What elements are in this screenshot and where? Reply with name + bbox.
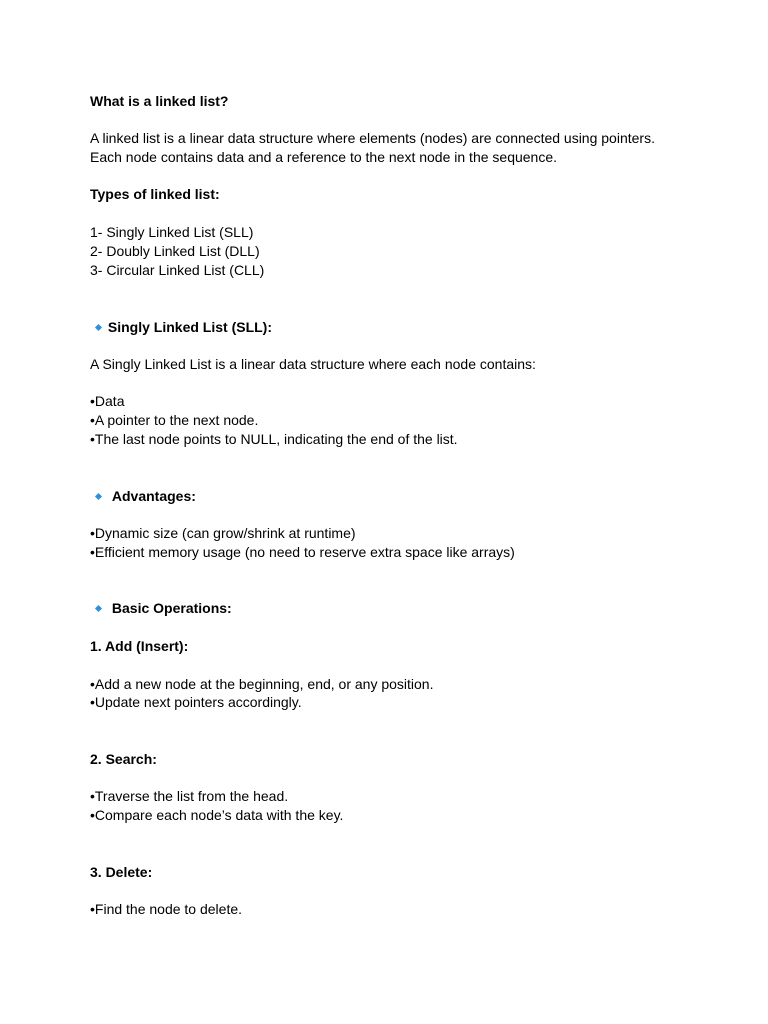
- search-point: •Compare each node’s data with the key.: [90, 807, 344, 823]
- blue-diamond-icon: [95, 493, 102, 500]
- add-point: •Update next pointers accordingly.: [90, 694, 302, 710]
- heading-sll-text: Singly Linked List (SLL):: [107, 319, 273, 335]
- add-point: •Add a new node at the beginning, end, or any position.: [90, 676, 434, 692]
- heading-search: 2. Search:: [90, 751, 157, 767]
- heading-basic-operations: [96, 599, 232, 617]
- heading-sll: [96, 318, 272, 336]
- heading-what-is-linked-list: What is a linked list?: [90, 93, 229, 109]
- advantage-point: •Efficient memory usage (no need to reserve extra space like arrays): [90, 544, 515, 560]
- definition-line-2: Each node contains data and a reference to the next node in the sequence.: [90, 149, 558, 165]
- sll-point: •The last node points to NULL, indicating the end of the list.: [90, 431, 458, 447]
- sll-intro: A Singly Linked List is a linear data structure where each node contains:: [90, 356, 536, 372]
- advantage-point: •Dynamic size (can grow/shrink at runtime): [90, 525, 356, 541]
- type-item: 3- Circular Linked List (CLL): [90, 262, 265, 278]
- blue-diamond-icon: [95, 324, 102, 331]
- sll-point: •Data: [90, 393, 125, 409]
- heading-delete: 3. Delete:: [90, 864, 153, 880]
- heading-basic-operations-text: Basic Operations:: [111, 600, 232, 616]
- delete-point: •Find the node to delete.: [90, 901, 243, 917]
- heading-advantages-text: Advantages:: [111, 488, 196, 504]
- heading-types: Types of linked list:: [90, 186, 220, 202]
- blue-diamond-icon: [95, 605, 102, 612]
- definition-line-1: A linked list is a linear data structure where elements (nodes) are connected using pointers.: [90, 130, 655, 146]
- type-item: 2- Doubly Linked List (DLL): [90, 243, 260, 259]
- type-item: 1- Singly Linked List (SLL): [90, 224, 254, 240]
- search-point: •Traverse the list from the head.: [90, 788, 289, 804]
- heading-add-insert: 1. Add (Insert):: [90, 638, 189, 654]
- heading-advantages: [96, 487, 196, 505]
- sll-point: •A pointer to the next node.: [90, 412, 259, 428]
